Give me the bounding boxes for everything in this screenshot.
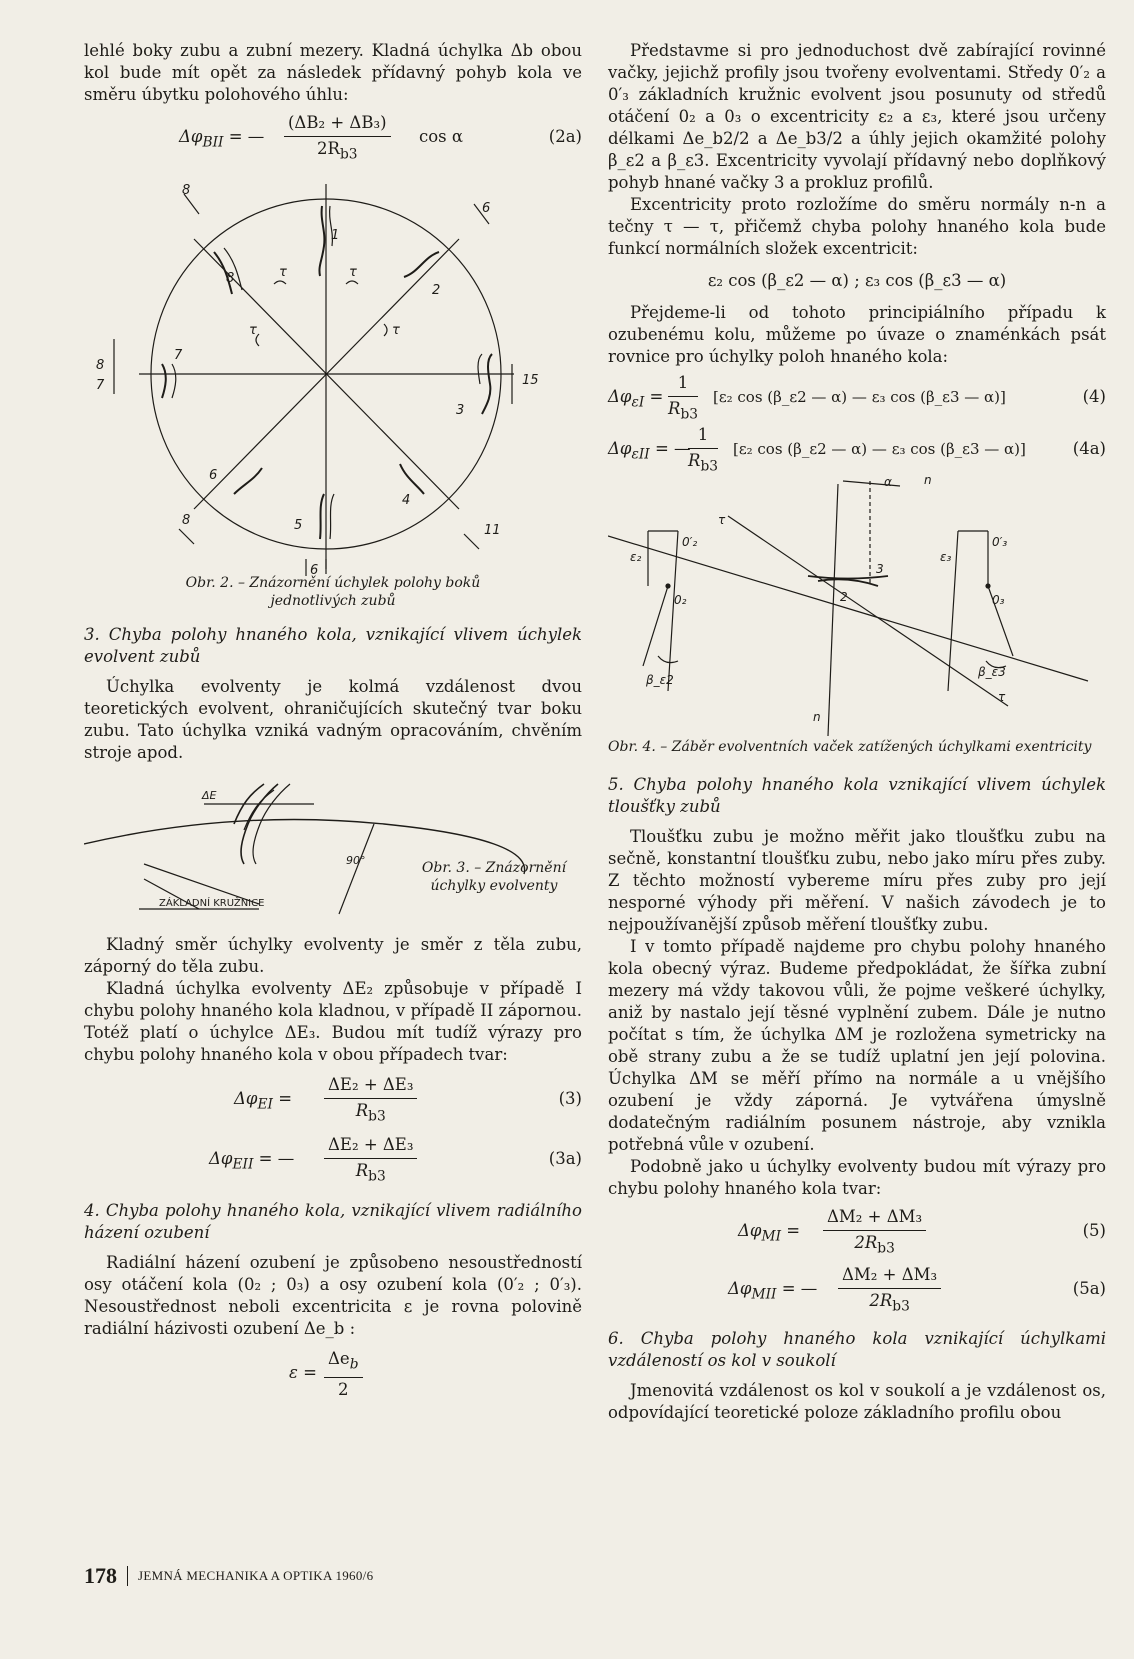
dimension-label: 11 bbox=[484, 523, 501, 538]
tau-label: τ bbox=[279, 265, 287, 280]
tooth-number: 8 bbox=[226, 271, 235, 286]
base-circle-label: ZÁKLADNÍ KRUŽNICE bbox=[159, 898, 265, 909]
figure-3-caption: Obr. 3. – Znázornění úchylky evolventy bbox=[421, 860, 567, 894]
footer-divider bbox=[127, 1566, 128, 1586]
paragraph-intro: lehlé boky zubu a zubní mezery. Kladná úchylka Δb obou kol bude mít opět za následek přídavný pohyb kola ve směru úbytku polohového úhlu: bbox=[84, 41, 582, 104]
equation-number: (5a) bbox=[1072, 1279, 1106, 1298]
equation-5a: $\Delta\varphi_{MII}$ = — $\frac{\text{ΔM₂ + ΔM₃}}{2R_{b3}}$ (5a) bbox=[728, 1265, 1106, 1315]
dimension-label: 15 bbox=[522, 373, 539, 388]
tooth-flank-diagram bbox=[84, 164, 582, 584]
tooth-number: 4 bbox=[402, 493, 411, 508]
paragraph-6: Jmenovitá vzdálenost os kol v soukolí a je vzdálenost os, odpovídající teoretické poloze základního profilu obou bbox=[608, 1381, 1106, 1422]
dimension-label: 6 bbox=[482, 201, 491, 216]
eps3-label: ε₃ bbox=[940, 550, 952, 564]
equation-number: (4) bbox=[1082, 387, 1106, 406]
journal-title: JEMNÁ MECHANIKA A OPTIKA 1960/6 bbox=[138, 1568, 374, 1583]
eps2-label: ε₂ bbox=[630, 550, 642, 564]
involute-deviation-diagram bbox=[84, 764, 582, 934]
equation-number: (4a) bbox=[1072, 439, 1106, 458]
left-column bbox=[84, 40, 582, 1400]
tau-label: τ bbox=[349, 265, 357, 280]
section-heading-5: 5. Chyba polohy hnaného kola vznikající vlivem úchylek tloušťky zubů bbox=[608, 775, 1106, 816]
paragraph-r1: Představme si pro jednoduchost dvě zabírající rovinné vačky, jejichž profily jsou tvořeny evolventami. Středy 0′₂ a 0′₃ základních kružnic evolvent jsou posunuty od středů otáčení 0₂ a 0₃ o excentricity ε₂ a ε₃, které jsou určeny délkami Δe_b2/2 a Δe_b3/2 a úhly jejich okamžité polohy β_ε2 a β_ε3. Excentricity vyvolají přídavný nebo doplňkový pohyb hnané vačky 3 a prokluz profilů. bbox=[608, 41, 1106, 192]
equation-number: (5) bbox=[1082, 1221, 1106, 1240]
dimension-label: 8 bbox=[182, 513, 191, 528]
section-heading-6: 6. Chyba polohy hnaného kola vznikající úchylkami vzdáleností os kol v soukolí bbox=[608, 1329, 1106, 1370]
page-number: 178 bbox=[84, 1563, 117, 1588]
paragraph-3c: Kladná úchylka evolventy ΔE₂ způsobuje v případě I chybu polohy hnaného kola kladnou, v případě II zápornou. Totéž platí o úchylce ΔE₃. Budou mít tudíž výrazy pro chybu polohy hnaného kola v obou případech tvar: bbox=[84, 979, 582, 1064]
paragraph-5b: I v tomto případě najdeme pro chybu polohy hnaného kola obecný výraz. Budeme předpokládat, že šířka zubní mezery má vždy takovou vůli, že pojme veškeré úchylky, aniž by nastalo její těsné vyplnění zubem. Dále je nutno počítat s tím, že úchylka ΔM je rozložena symetricky na obě strany zubu a že se tudíž uplatní jen její polovina. Úchylka ΔM se měří přímo na normále a u vnějšího ozubení je vždy záporná. Je vytvářena úmyslně dodatečným radiálním posunem nástroje, aby vznikla potřebná vůle v ozubení. bbox=[608, 937, 1106, 1154]
normal-label: n bbox=[924, 476, 932, 487]
section-heading-3: 3. Chyba polohy hnaného kola, vznikající vlivem úchylek evolvent zubů bbox=[84, 625, 582, 666]
wheel-3-label: 3 bbox=[876, 562, 884, 576]
equation-2a: $\Delta\varphi_{BII}$ = — $\frac{\text{(ΔB₂ + ΔB₃)}}{2R_{b3}}$ cos α (2a) bbox=[179, 113, 582, 163]
equation-5: $\Delta\varphi_{MI}$ = $\frac{\text{ΔM₂ + ΔM₃}}{2R_{b3}}$ (5) bbox=[738, 1207, 1106, 1257]
paragraph-4: Radiální házení ozubení je způsobeno nesoustředností osy otáčení kola (0₂ ; 0₃) a osy ozubení kola (0′₂ ; 0′₃). Nesoustřednost neboli excentricita ε je rovna polovině radiální házivosti ozubení Δe_b : bbox=[84, 1253, 582, 1338]
dimension-label: 8 bbox=[182, 183, 191, 198]
center-o3-label: 0₃ bbox=[992, 593, 1005, 607]
equation-number: (3) bbox=[558, 1089, 582, 1108]
equation-3a: $\Delta\varphi_{EII}$ = — $\frac{\text{ΔE₂ + ΔE₃}}{R_{b3}}$ (3a) bbox=[209, 1135, 582, 1185]
equation-number: (2a) bbox=[548, 127, 582, 146]
dimension-label: 7 bbox=[96, 378, 105, 393]
paragraph-r2: Excentricity proto rozložíme do směru normály n-n a tečny τ — τ, přičemž chyba polohy hnaného kola bude funkcí normálních složek excentricit: bbox=[608, 195, 1106, 258]
dimension-label: 6 bbox=[310, 563, 319, 578]
tau-label: τ bbox=[392, 323, 400, 338]
dimension-label: 8 bbox=[96, 358, 105, 373]
tooth-number: 2 bbox=[432, 283, 441, 298]
paragraph-r3: Přejdeme-li od tohoto principiálního případu k ozubenému kolu, můžeme po úvaze o znaménkách psát rovnice pro úchylky poloh hnaného kola: bbox=[608, 303, 1106, 366]
normal-label: n bbox=[813, 710, 821, 724]
tau-label: τ bbox=[718, 513, 726, 527]
paragraph-3a: Úchylka evolventy je kolmá vzdálenost dvou teoretických evolvent, ohraničujících skutečný tvar boku zubu. Tato úchylka vzniká vadným opracováním, chvěním stroje apod. bbox=[84, 677, 582, 762]
equation-4a: $\Delta\varphi_{\varepsilon II}$ = — $\frac{1}{R_{b3}}$ [ε₂ cos (β_ε2 — α) — ε₃ cos (β_ε3 — α)] (4a) bbox=[608, 425, 1106, 475]
paragraph-5c: Podobně jako u úchylky evolventy budou mít výrazy pro chybu polohy hnaného kola tvar: bbox=[608, 1157, 1106, 1198]
equation-epsilon: ε = $\Delta e_b$ 2 bbox=[84, 1348, 582, 1400]
tau-label: τ bbox=[249, 323, 257, 338]
involute-cam-diagram bbox=[608, 476, 1106, 744]
page-footer bbox=[84, 1563, 373, 1589]
alpha-label: α bbox=[884, 476, 892, 489]
figure-4-caption: Obr. 4. – Záběr evolventních vaček zatížených úchylkami exentricity bbox=[608, 739, 1092, 755]
figure-4 bbox=[608, 476, 1106, 744]
equation-3: $\Delta\varphi_{EI}$ = $\frac{\text{ΔE₂ + ΔE₃}}{R_{b3}}$ (3) bbox=[234, 1075, 582, 1125]
center-o3-prime-label: 0′₃ bbox=[992, 535, 1008, 549]
section-heading-4: 4. Chyba polohy hnaného kola, vznikající vlivem radiálního házení ozubení bbox=[84, 1201, 582, 1242]
paragraph-5a: Tloušťku zubu je možno měřit jako tloušťku zubu na sečně, konstantní tloušťku zubu, nebo jako míru přes zuby. Z těchto možností vybereme míru přes zuby pro její nesporné výhody při měření. V našich závodech je to nejpoužívanější způsob měření tloušťky zubu. bbox=[608, 827, 1106, 934]
angle-label: 90° bbox=[346, 854, 366, 867]
paragraph-3b: Kladný směr úchylky evolventy je směr z těla zubu, záporný do těla zubu. bbox=[84, 935, 582, 976]
beta2-label: β_ε2 bbox=[646, 673, 674, 687]
tooth-number: 3 bbox=[456, 403, 465, 418]
wheel-2-label: 2 bbox=[840, 590, 848, 604]
delta-e-label: ΔE bbox=[202, 789, 217, 802]
beta3-label: β_ε3 bbox=[978, 665, 1006, 679]
figure-3 bbox=[84, 764, 582, 934]
figure-2 bbox=[84, 164, 582, 584]
center-o2-label: 0₂ bbox=[674, 593, 687, 607]
figure-2-caption: Obr. 2. – Znázornění úchylek polohy boků jednotlivých zubů bbox=[185, 575, 481, 609]
tooth-number: 5 bbox=[294, 518, 303, 533]
right-column bbox=[608, 40, 1106, 1424]
tau-label: τ bbox=[998, 690, 1006, 704]
tooth-number: 1 bbox=[331, 228, 340, 243]
center-o2-prime-label: 0′₂ bbox=[682, 535, 698, 549]
equation-4: $\Delta\varphi_{\varepsilon I}$ = $\frac{1}{R_{b3}}$ [ε₂ cos (β_ε2 — α) — ε₃ cos (β_ε3 — α)] (4) bbox=[608, 373, 1106, 423]
equation-components: ε₂ cos (β_ε2 — α) ; ε₃ cos (β_ε3 — α) bbox=[707, 271, 1007, 290]
tooth-number: 6 bbox=[209, 468, 218, 483]
equation-number: (3a) bbox=[548, 1149, 582, 1168]
tooth-number: 7 bbox=[174, 348, 183, 363]
